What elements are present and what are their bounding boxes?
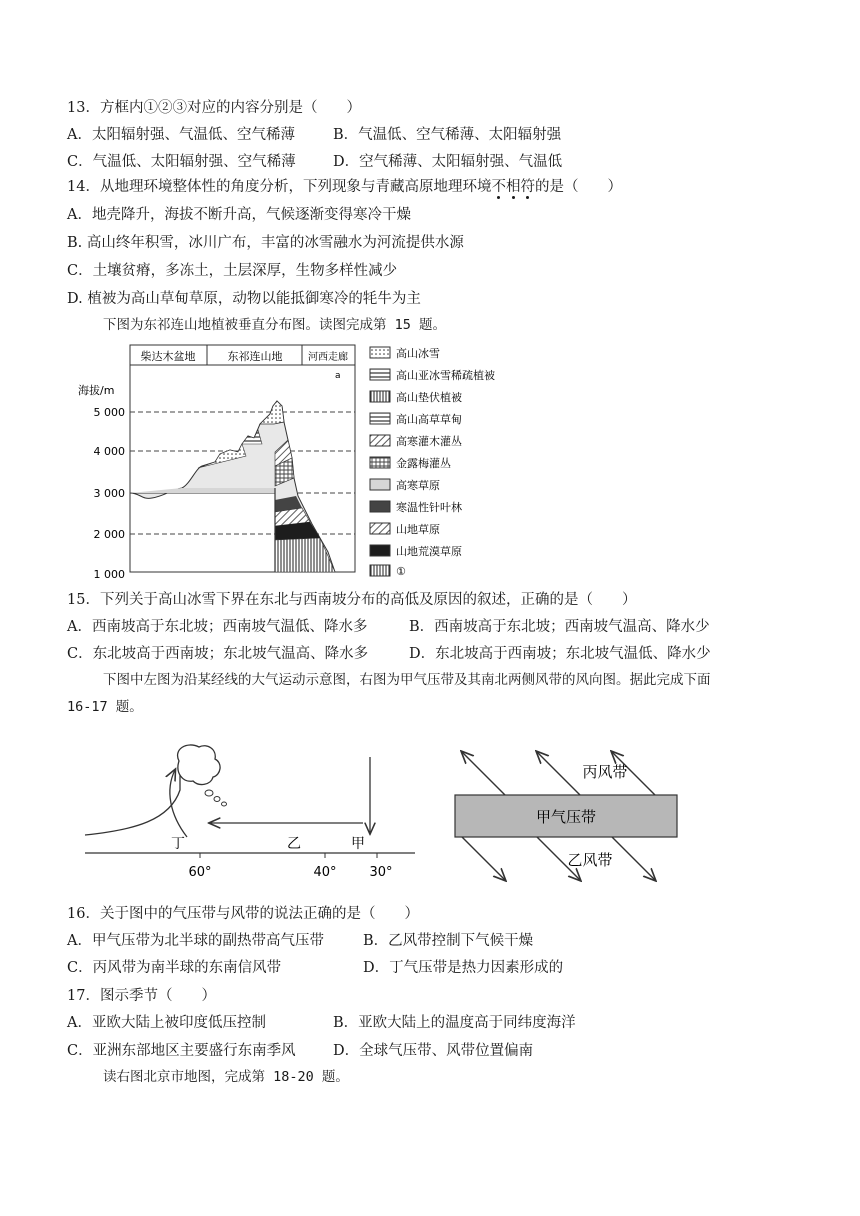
q15-option-d: D．东北坡高于西南坡；东北坡气温低、降水少	[409, 646, 711, 662]
legend-1: 高山亚冰雪稀疏植被	[396, 369, 495, 382]
label-ding: 丁	[171, 836, 185, 852]
label-jia: 甲	[351, 836, 365, 852]
q13-option-d: D．空气稀薄、太阳辐射强、气温低	[333, 154, 563, 170]
cloud-dot-1	[205, 790, 213, 796]
label-bing-wind-belt: 丙风带	[582, 763, 628, 781]
q14-option-c: C．土壤贫瘠，多冻土，土层深厚，生物多样性减少	[67, 263, 398, 279]
y-tick-5000: 5 000	[93, 406, 125, 419]
q13-stem: 13．方框内①②③对应的内容分别是（ ）	[67, 100, 361, 116]
q17-option-d: D．全球气压带、风带位置偏南	[333, 1043, 534, 1059]
region-label-1: 东祁连山地	[227, 350, 283, 363]
legend-3: 高山高草草甸	[396, 413, 462, 426]
wind-arrow-se-3	[612, 837, 655, 880]
wind-arrow-nw-1	[462, 752, 505, 795]
zone-alpine-snow	[260, 401, 284, 424]
legend-10: ①	[396, 565, 406, 578]
q16-option-c: C．丙风带为南半球的东南信风带	[67, 960, 282, 976]
q15-stem: 15．下列关于高山冰雪下界在东北与西南坡分布的高低及原因的叙述，正确的是（ ）	[67, 592, 637, 608]
intro-q16-line2: 16-17 题。	[67, 699, 143, 715]
q13-option-b: B．气温低、空气稀薄、太阳辐射强	[333, 127, 562, 143]
lat-label-30: 30°	[369, 865, 393, 880]
q14-option-b: B. 高山终年积雪，冰川广布，丰富的冰雪融水为河流提供水源	[67, 235, 464, 251]
circulation-figure-left	[75, 735, 425, 885]
q15-option-b: B．西南坡高于东北坡；西南坡气温高、降水少	[409, 619, 710, 635]
q14-emphasis-1: 不	[491, 179, 506, 195]
zone-circled-one	[275, 538, 335, 572]
y-axis-label: 海拔/m	[78, 384, 115, 397]
label-yi: 乙	[287, 836, 301, 852]
q15-option-a: A．西南坡高于东北坡；西南坡气温低、降水多	[67, 619, 368, 635]
wind-arrow-nw-2	[537, 752, 580, 795]
cloud-dot-2	[214, 797, 220, 802]
label-yi-wind-belt: 乙风带	[567, 851, 613, 869]
q17-stem: 17．图示季节（ ）	[67, 988, 216, 1004]
q16-option-a: A．甲气压带为北半球的副热带高气压带	[67, 933, 324, 949]
q16-stem: 16．关于图中的气压带与风带的说法正确的是（ ）	[67, 906, 419, 922]
vegetation-legend	[370, 346, 495, 578]
q14-emphasis-2: 相	[505, 179, 521, 195]
legend-8: 山地草原	[396, 523, 440, 536]
corner-marker: a	[335, 371, 341, 381]
lat-label-60: 60°	[188, 865, 212, 880]
q17-option-b: B．亚欧大陆上的温度高于同纬度海洋	[333, 1015, 576, 1031]
y-tick-4000: 4 000	[93, 445, 125, 458]
legend-5: 金露梅灌丛	[396, 457, 451, 470]
q16-option-d: D．丁气压带是热力因素形成的	[363, 960, 564, 976]
q17-option-c: C．亚洲东部地区主要盛行东南季风	[67, 1043, 296, 1059]
q14-stem-pre: 14．从地理环境整体性的角度分析，下列现象与青藏高原地理环境	[67, 179, 492, 195]
cloud-icon	[178, 745, 221, 785]
cloud-dot-3	[222, 802, 227, 806]
zone-alpine-steppe	[130, 488, 275, 493]
lat-label-40: 40°	[313, 865, 337, 880]
region-label-2: 河西走廊	[308, 352, 348, 363]
intro-q18: 读右图北京市地图，完成第 18-20 题。	[103, 1069, 349, 1085]
q14-stem-post: 的是（ ）	[534, 179, 622, 195]
legend-6: 高寒草原	[396, 479, 440, 492]
intro-q15: 下图为东祁连山地植被垂直分布图。读图完成第 15 题。	[103, 317, 447, 333]
q14-stem	[67, 177, 622, 197]
q13-option-c: C．气温低、太阳辐射强、空气稀薄	[67, 154, 296, 170]
rising-air-left	[85, 765, 180, 835]
region-label-0: 柴达木盆地	[140, 350, 196, 363]
intro-q16-line1: 下图中左图为沿某经线的大气运动示意图，右图为甲气压带及其南北两侧风带的风向图。据此完成下面	[103, 672, 711, 688]
y-tick-2000: 2 000	[93, 528, 125, 541]
legend-2: 高山垫伏植被	[396, 391, 462, 404]
y-tick-1000: 1 000	[93, 568, 125, 581]
y-tick-3000: 3 000	[93, 487, 125, 500]
label-jia-pressure-belt: 甲气压带	[535, 808, 597, 826]
q13-option-a: A．太阳辐射强、气温低、空气稀薄	[67, 127, 295, 143]
q14-option-d: D. 植被为高山草甸草原，动物以能抵御寒冷的牦牛为主	[67, 291, 421, 307]
legend-7: 寒温性针叶林	[396, 501, 462, 514]
q14-emphasis-3: 符	[520, 179, 535, 195]
q14-option-a: A．地壳降升，海拔不断升高，气候逐渐变得寒冷干燥	[67, 207, 411, 223]
wind-arrow-se-1	[462, 837, 505, 880]
vegetation-zonation-figure	[70, 340, 540, 585]
legend-0: 高山冰雪	[396, 347, 440, 360]
q16-option-b: B．乙风带控制下气候干燥	[363, 933, 534, 949]
q15-option-c: C．东北坡高于西南坡；东北坡气温高、降水多	[67, 646, 369, 662]
pressure-belt-figure-right	[440, 740, 690, 885]
legend-4: 高寒灌木灌丛	[396, 435, 462, 448]
q17-option-a: A．亚欧大陆上被印度低压控制	[67, 1015, 266, 1031]
legend-9: 山地荒漠草原	[396, 545, 462, 558]
